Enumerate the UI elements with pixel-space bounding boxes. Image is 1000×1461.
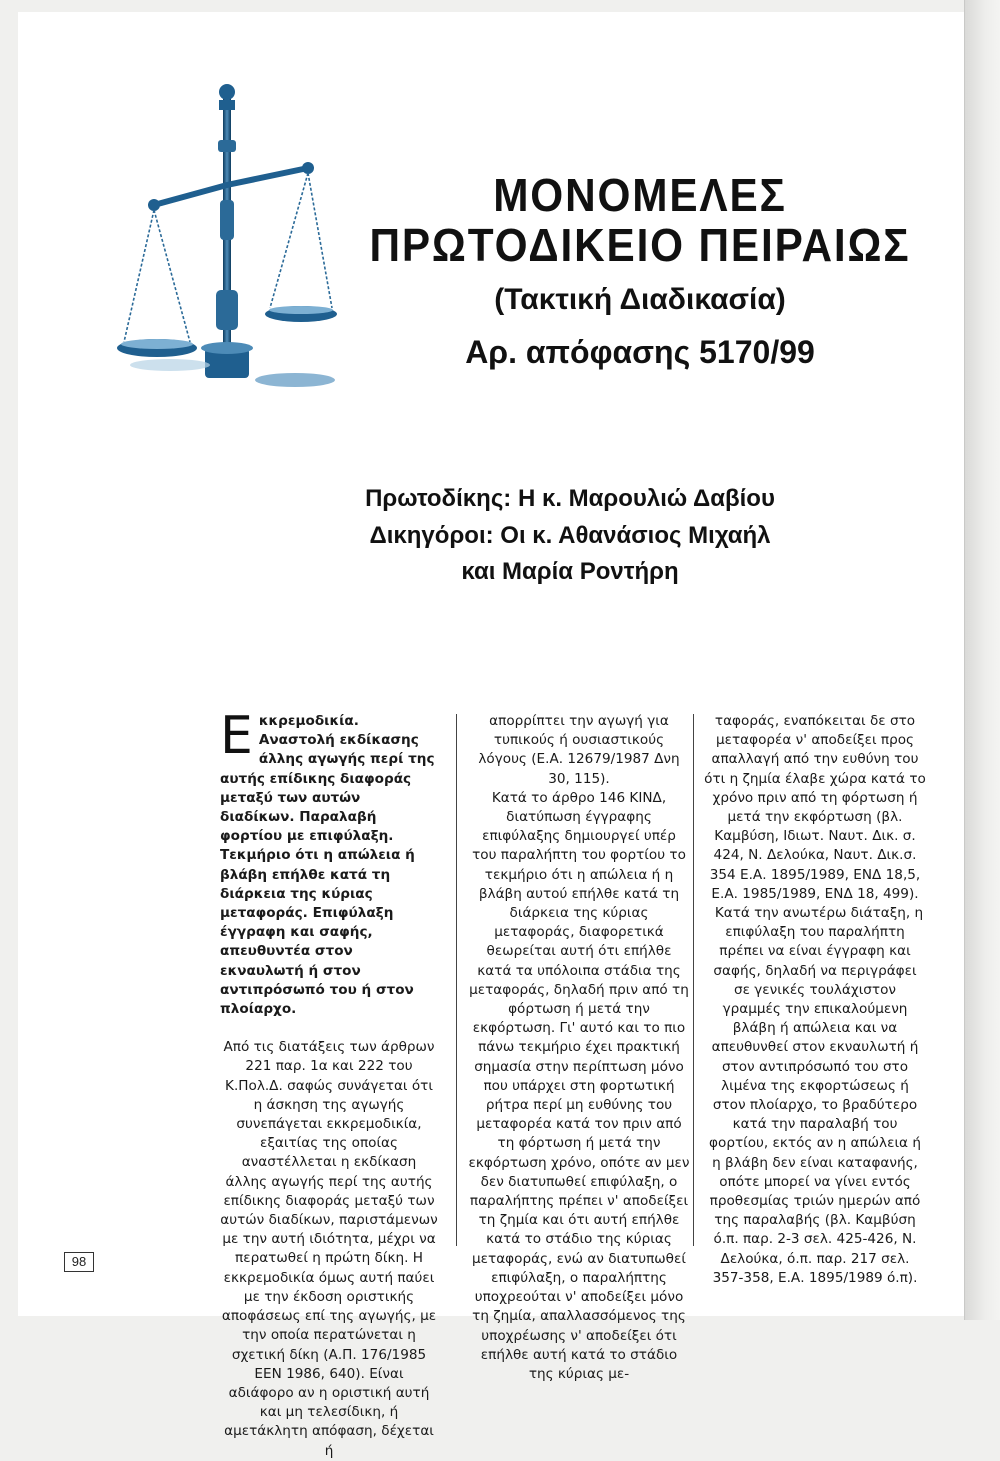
court-title-line2: ΠΡΩΤΟΔΙΚΕΙΟ ΠΕΙΡΑΙΩΣ: [369, 219, 911, 271]
body-paragraph: ταφοράς, εναπόκειται δε στο μεταφορέα ν' αποδείξει προς απαλλαγή από την ευθύνη του ότι η ζημία έλαβε χώρα κατά το χρόνο πριν από τη φόρτωση ή μετά την εκφόρτωση (βλ. Καμβύση, Ιδιωτ. Ναυτ. Δικ. σ. 424, Ν. Δελούκα, Ναυτ. Δικ.σ. 354 Ε.Α. 1895/1989, ΕΝΔ 18,5, Ε.Α. 1985/1989, ΕΝΔ 18, 499).: [704, 713, 926, 902]
text-column-3: [704, 712, 926, 1288]
summary-text: κκρεμοδικία. Αναστολή εκδίκασης άλλης αγωγής περί της αυτής επίδικης διαφοράς μεταξύ των αυτών διαδίκων. Παραλαβή φορτίου με επιφύλαξη. Τεκμήριο ότι η απώλεια ή βλάβη επήλθε κατά τη διάρκεια της κύριας μεταφοράς. Επιφύλαξη έγγραφη και σαφής, απευθυντέα στον εκναυλωτή ή στον αντιπρόσωπό του ή στον πλοίαρχο.: [220, 713, 435, 1018]
text-column-2: [468, 712, 690, 1384]
column-divider: [456, 714, 457, 1246]
page-fold-line: [964, 0, 965, 1320]
body-paragraph: απορρίπτει την αγωγή για τυπικούς ή ουσιαστικούς λόγους (Ε.Α. 12679/1987 Δνη 30, 115).: [478, 713, 680, 787]
scales-of-justice-icon: [110, 80, 340, 390]
body-paragraph: Κατά την ανωτέρω διάταξη, η επιφύλαξη του παραλήπτη πρέπει να είναι έγγραφη και σαφής, δηλαδή να περιγράφει σε γενικές τουλάχιστον γραμμές την επικαλούμενη βλάβη ή απώλεια και να απευθυνθεί στον εκναυλωτή ή στον αντιπρόσωπό του στο λιμένα της εκφορτώσεως ή στον πλοίαρχο, το βραδύτερο κατά την παραλαβή του φορτίου, εκτός αν η απώλεια ή η βλάβη δεν είναι καταφανής, οπότε μπορεί να γίνει εντός προθεσμίας τριών ημερών από της παραλαβής (βλ. Καμβύση ό.π. παρ. 2-3 σελ. 425-426, Ν. Δελούκα, ό.π. παρ. 217 σελ. 357-358, Ε.Α. 1895/1989 ό.π).: [709, 905, 924, 1286]
page-fold-shadow: [964, 0, 1000, 1320]
lawyers-credit: Δικηγόροι: Οι κ. Αθανάσιος Μιχαήλ: [369, 522, 771, 549]
text-column-1: [220, 706, 438, 1461]
procedure-subtitle: (Τακτική Διαδικασία): [494, 283, 786, 316]
drop-cap: Ε: [220, 706, 253, 766]
decision-number: Αρ. απόφασης 5170/99: [465, 334, 815, 370]
body-paragraph: Κατά το άρθρο 146 ΚΙΝΔ, διατύπωση έγγραφης επιφύλαξης δημιουργεί υπέρ του παραλήπτη του φορτίου το τεκμήριο ότι η απώλεια ή η βλάβη αυτού επήλθε κατά τη διάρκεια της κύριας μεταφοράς, διαφορετικά θεωρείται αυτή ότι επήλθε κατά τα υπόλοιπα στάδια της μεταφοράς, δηλαδή πριν από τη φόρτωση ή μετά την εκφόρτωση. Γι' αυτό και το πιο πάνω τεκμήριο έχει πρακτική σημασία στην περίπτωση μόνο που υπάρχει στη φορτωτική ρήτρα περί μη ευθύνης του μεταφορέα κατά τον πριν από τη φόρτωση ή μετά την εκφόρτωση χρόνο, οπότε αν μεν δεν διατυπωθεί επιφύλαξη, ο παραλήπτης πρέπει ν' αποδείξει τη ζημία και ότι αυτή επήλθε κατά το στάδιο της κύριας μεταφοράς, ενώ αν διατυπωθεί επιφύλαξη, ο παραλήπτης υποχρεούται ν' αποδείξει μόνο τη ζημία, απαλλασσόμενος της υποχρέωσης ν' αποδείξει ότι επήλθε αυτή κατά το στάδιο της κύριας με-: [468, 789, 690, 1382]
case-summary: [220, 706, 438, 1019]
column-divider: [693, 714, 694, 1246]
lawyers-credit-cont: και Μαρία Ροντήρη: [461, 558, 679, 585]
judge-credit: Πρωτοδίκης: Η κ. Μαρουλιώ Δαβίου: [365, 485, 775, 512]
body-paragraph: Από τις διατάξεις των άρθρων 221 παρ. 1α και 222 του Κ.Πολ.Δ. σαφώς συνάγεται ότι η άσκηση της αγωγής συνεπάγεται εκκρεμοδικία, εξαιτίας της οποίας αναστέλλεται η εκδίκαση άλλης αγωγής περί της αυτής επίδικης διαφοράς μεταξύ των αυτών διαδίκων, παριστάμενων με την αυτή ιδιότητα, μέχρι να περατωθεί η πρώτη δίκη. Η εκκρεμοδικία όμως αυτή παύει με την έκδοση οριστικής αποφάσεως επί της αγωγής, με την οποία περατώνεται η σχετική δίκη (Α.Π. 176/1985 ΕΕΝ 1986, 640). Είναι αδιάφορο αν η οριστική αυτή και μη τελεσίδικη, ή αμετάκλητη απόφαση, δέχεται ή: [220, 1039, 438, 1459]
court-title-line1: ΜΟΝΟΜΕΛΕΣ: [493, 169, 787, 221]
page-number: 98: [64, 1252, 94, 1272]
